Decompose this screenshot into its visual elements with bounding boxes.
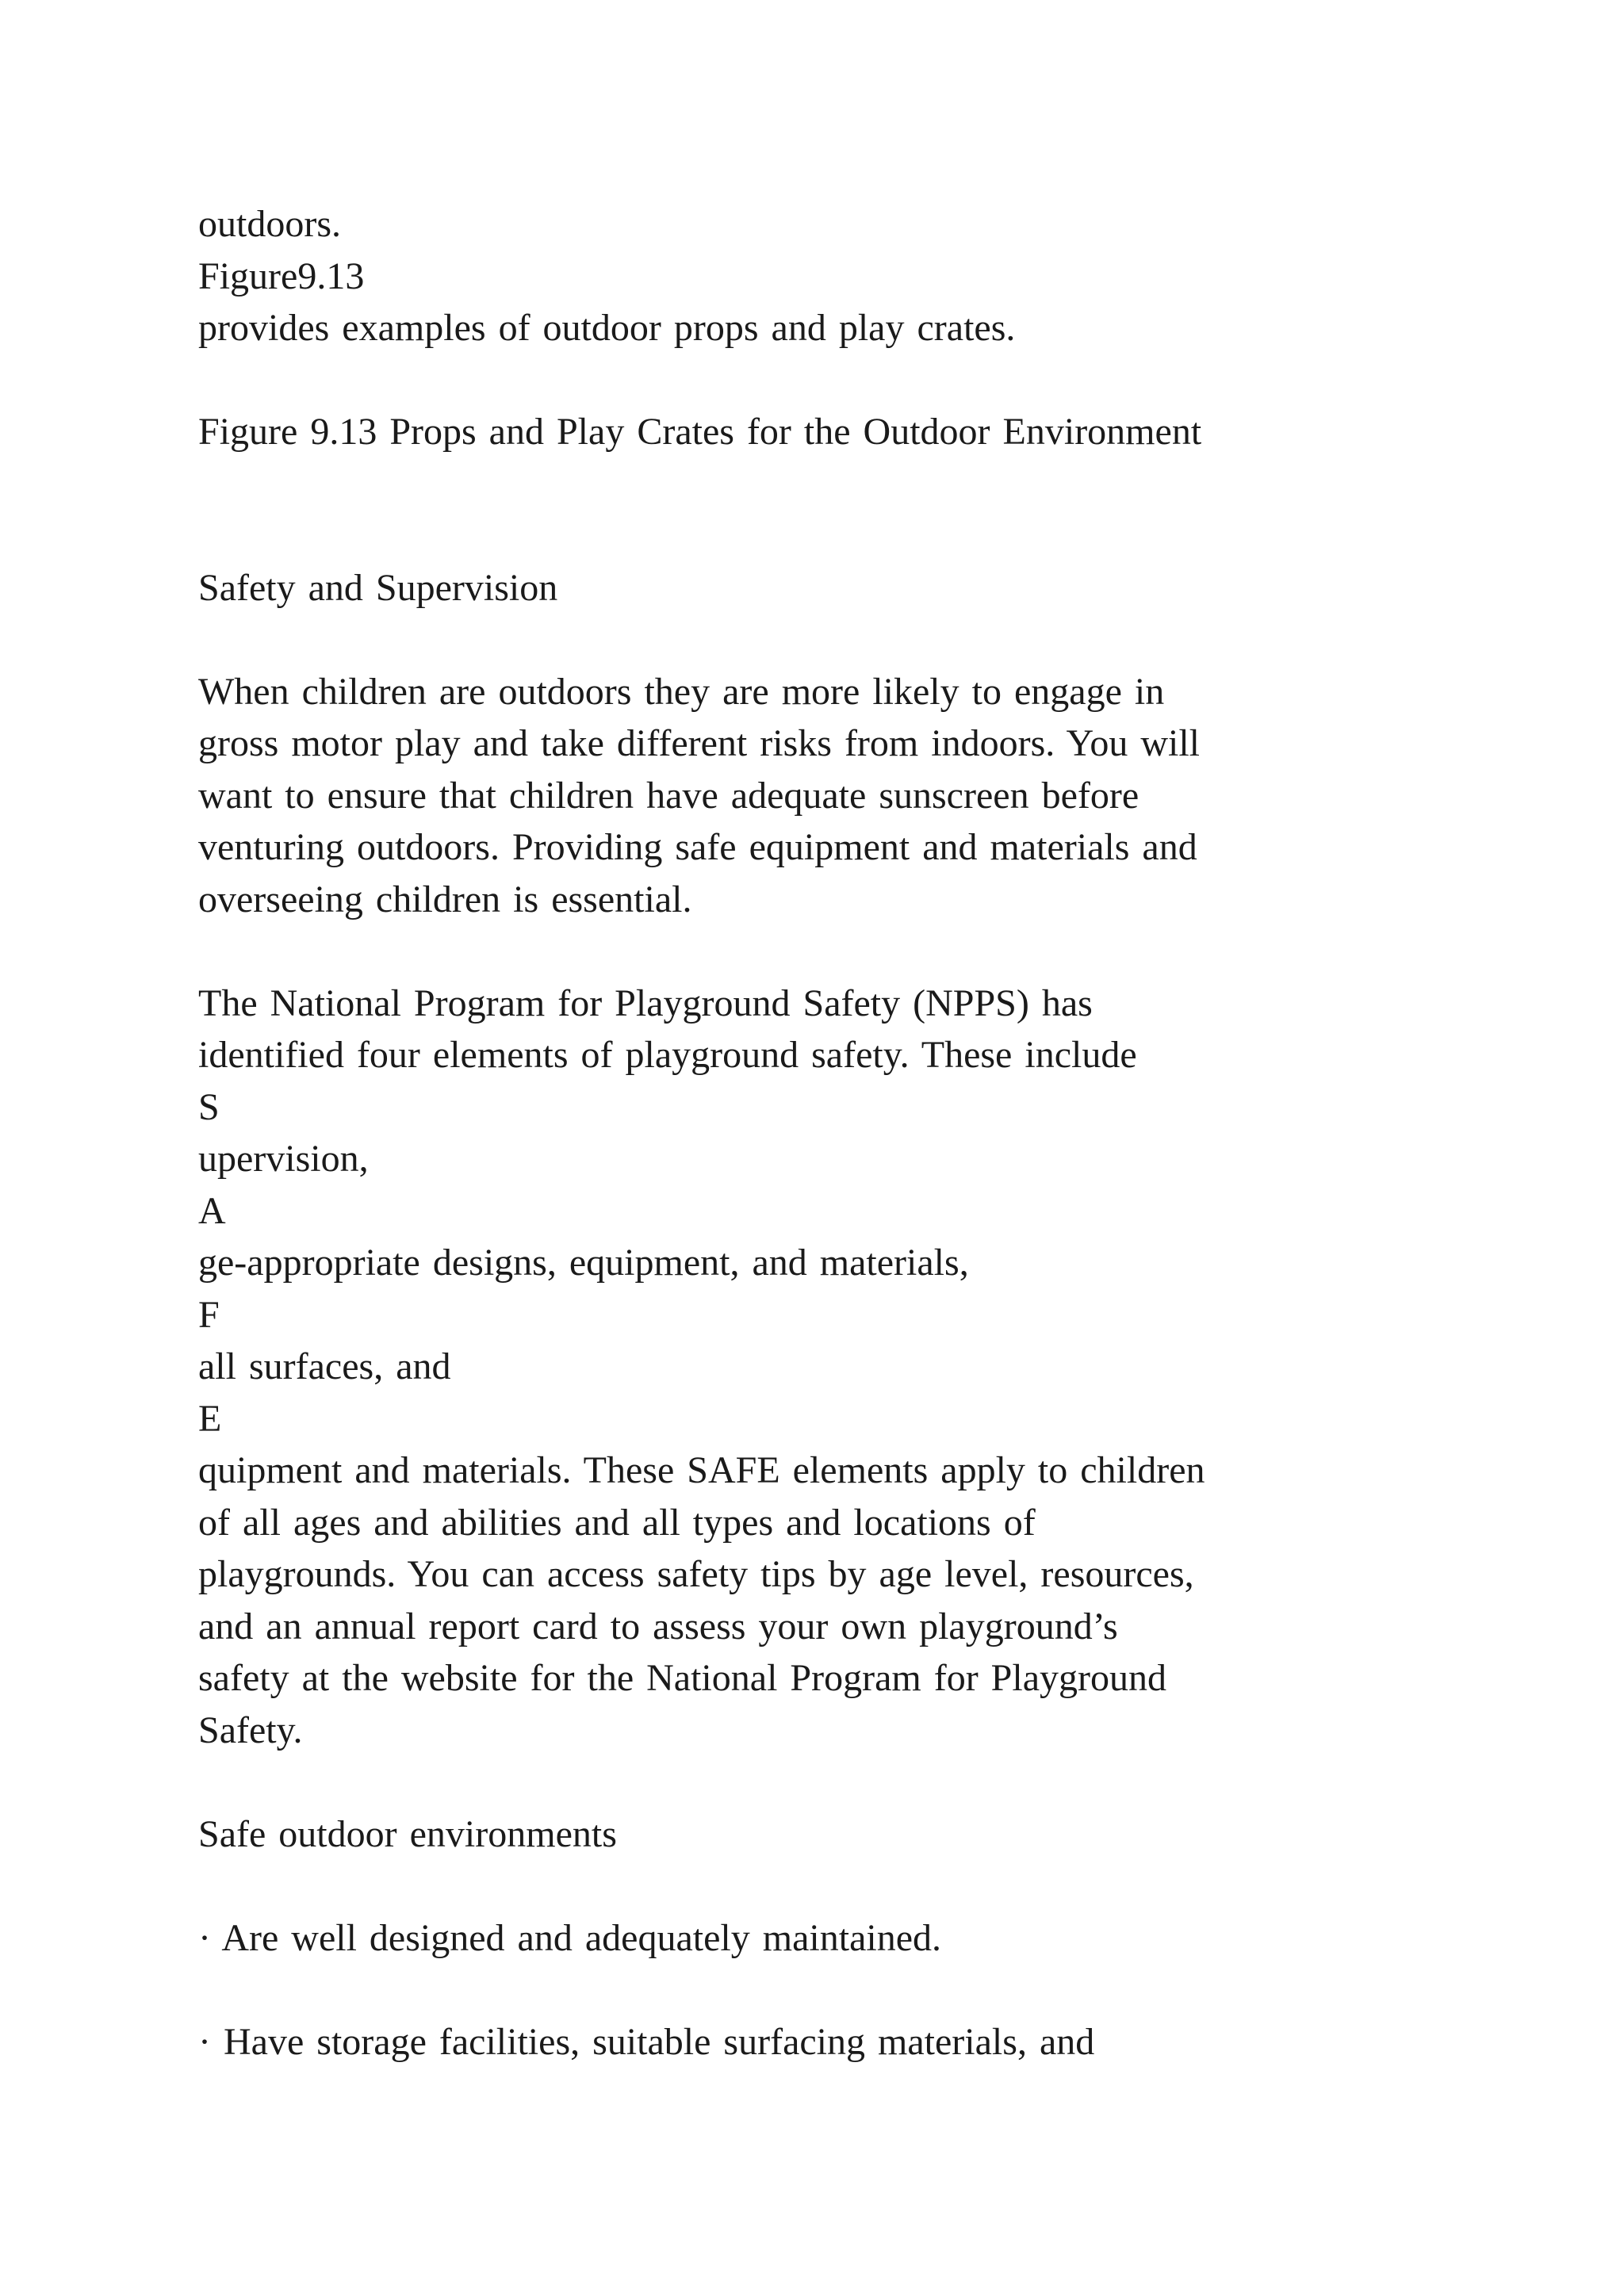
text-line: playgrounds. You can access safety tips by age level, resources, [198, 1553, 1194, 1595]
text-line: quipment and materials. These SAFE elements apply to children [198, 1449, 1205, 1491]
text-line: upervision, [198, 1138, 369, 1180]
paragraph-outdoor-risks [198, 666, 1435, 926]
text-line: identified four elements of playground safety. These include [198, 1034, 1137, 1076]
text-line: all surfaces, and [198, 1345, 451, 1387]
spacer [198, 925, 1435, 978]
paragraph-npps [198, 978, 1435, 1757]
text-line: gross motor play and take different risks from indoors. You will [198, 722, 1200, 764]
intro-paragraph [198, 198, 1435, 354]
section-heading-safe-environments: Safe outdoor environments [198, 1812, 617, 1855]
spacer [198, 1964, 1435, 2016]
text-line: Safety. [198, 1709, 303, 1751]
text-line: want to ensure that children have adequate sunscreen before [198, 774, 1139, 817]
bullet-item: · Have storage facilities, suitable surfacing materials, and [198, 2020, 1095, 2063]
spacer [198, 614, 1435, 666]
spacer [198, 354, 1435, 407]
bullet-item: · Are well designed and adequately maintained. [198, 1916, 942, 1959]
text-line: of all ages and abilities and all types and locations of [198, 1501, 1036, 1544]
figure-reference: Figure9.13 [198, 254, 365, 297]
text-line: A [198, 1189, 226, 1232]
text-line: S [198, 1085, 220, 1128]
text-line: ge-appropriate designs, equipment, and materials, [198, 1242, 969, 1284]
text-line: F [198, 1293, 220, 1336]
text-line: and an annual report card to assess your own playground’s [198, 1605, 1118, 1647]
text-line: When children are outdoors they are more likely to engage in [198, 670, 1165, 713]
spacer [198, 458, 1435, 562]
section-heading-safety: Safety and Supervision [198, 566, 558, 609]
text-line: overseeing children is essential. [198, 878, 692, 920]
text-line: E [198, 1397, 222, 1440]
text-line: outdoors. [198, 203, 341, 245]
text-line: safety at the website for the National Program for Playground [198, 1657, 1166, 1699]
spacer [198, 1756, 1435, 1808]
text-line: The National Program for Playground Safety (NPPS) has [198, 982, 1093, 1024]
document-page [198, 198, 1435, 2068]
text-line: provides examples of outdoor props and play crates. [198, 307, 1016, 349]
spacer [198, 1860, 1435, 1912]
text-line: venturing outdoors. Providing safe equipment and materials and [198, 826, 1197, 868]
figure-caption: Figure 9.13 Props and Play Crates for the Outdoor Environment [198, 411, 1202, 453]
